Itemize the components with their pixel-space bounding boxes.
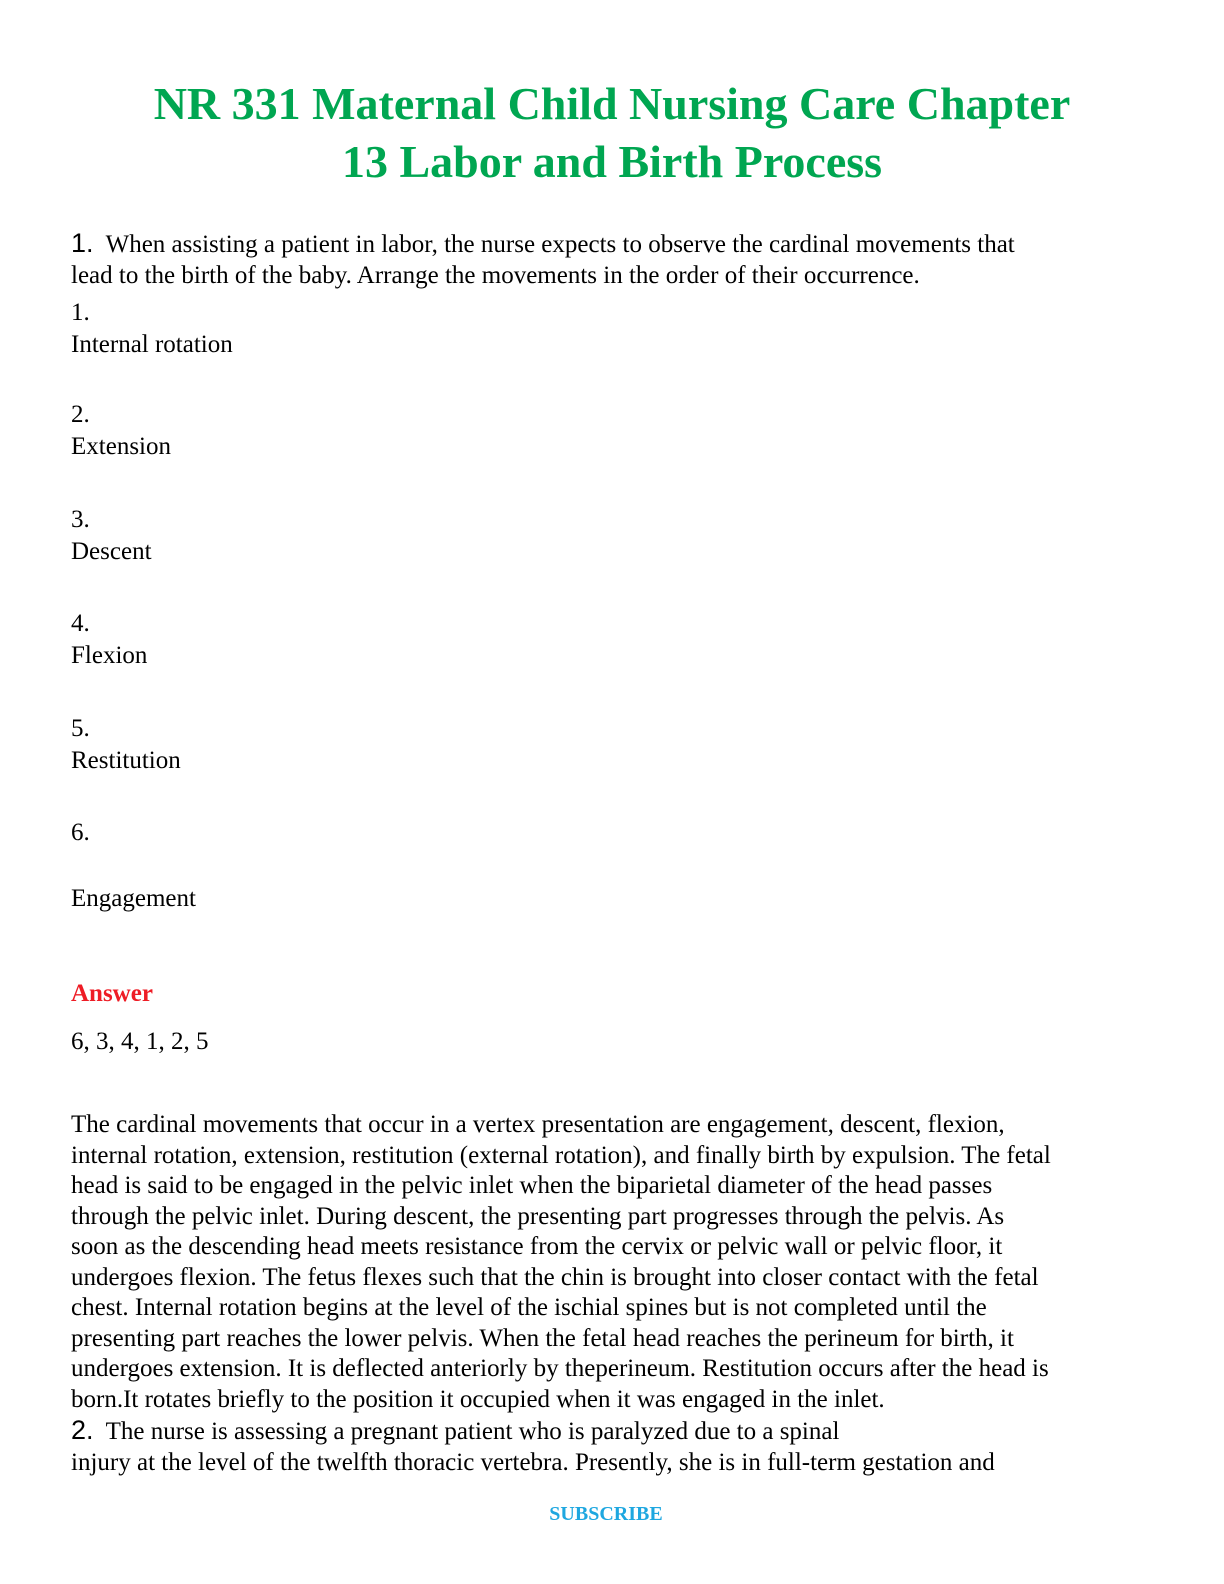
question-2-stem	[71, 1415, 1151, 1478]
option-5-text: Restitution	[71, 747, 181, 774]
question-1-number: 1.	[71, 228, 94, 258]
rationale-line: presenting part reaches the lower pelvis. When the fetal head reaches the perineum for birth, it	[71, 1324, 1014, 1352]
option-6-number: 6.	[71, 819, 90, 846]
option-5-number: 5.	[71, 715, 90, 742]
question-2-line-2: injury at the level of the twelfth thoracic vertebra. Presently, she is in full-term gestation and	[71, 1449, 995, 1476]
rationale-paragraph	[71, 1110, 1151, 1415]
rationale-line: undergoes flexion. The fetus flexes such that the chin is brought into closer contact with the fetal	[71, 1263, 1039, 1291]
subscribe-link[interactable]: SUBSCRIBE	[549, 1503, 663, 1525]
question-2-line-1: The nurse is assessing a pregnant patient who is paralyzed due to a spinal	[105, 1418, 840, 1445]
option-2-text: Extension	[71, 433, 171, 460]
question-1-line-2: lead to the birth of the baby. Arrange the movements in the order of their occurrence.	[71, 262, 920, 289]
rationale-line: born.It rotates briefly to the position it occupied when it was engaged in the inlet.	[71, 1385, 885, 1413]
document-title	[60, 75, 1164, 191]
rationale-line: soon as the descending head meets resistance from the cervix or pelvic wall or pelvic floor, it	[71, 1233, 1003, 1260]
option-2-number: 2.	[71, 401, 90, 428]
rationale-line: chest. Internal rotation begins at the level of the ischial spines but is not completed until the	[71, 1294, 987, 1321]
option-1-number: 1.	[71, 299, 90, 326]
rationale-line: internal rotation, extension, restitution (external rotation), and finally birth by expulsion. The fetal	[71, 1141, 1051, 1169]
rationale-line: undergoes extension. It is deflected anteriorly by theperineum. Restitution occurs after the head is	[71, 1355, 1049, 1382]
answer-value: 6, 3, 4, 1, 2, 5	[71, 1028, 209, 1055]
rationale-line: head is said to be engaged in the pelvic inlet when the biparietal diameter of the head passes	[71, 1172, 993, 1199]
option-1-text: Internal rotation	[71, 331, 233, 358]
answer-label: Answer	[71, 980, 153, 1007]
option-6-text: Engagement	[71, 885, 196, 912]
title-line-2: 13 Labor and Birth Process	[341, 136, 883, 187]
question-2-number: 2.	[71, 1415, 94, 1445]
rationale-line: through the pelvic inlet. During descent, the presenting part progresses through the pelvis. As	[71, 1202, 1005, 1230]
question-1-stem	[71, 228, 1151, 291]
question-1-line-1: When assisting a patient in labor, the nurse expects to observe the cardinal movements that	[105, 231, 1015, 258]
title-line-1: NR 331 Maternal Child Nursing Care Chapter	[153, 78, 1071, 129]
option-3-number: 3.	[71, 506, 90, 533]
option-4-number: 4.	[71, 610, 90, 637]
option-4-text: Flexion	[71, 642, 148, 669]
rationale-line: The cardinal movements that occur in a vertex presentation are engagement, descent, flexion,	[71, 1111, 1005, 1138]
option-3-text: Descent	[71, 538, 152, 565]
